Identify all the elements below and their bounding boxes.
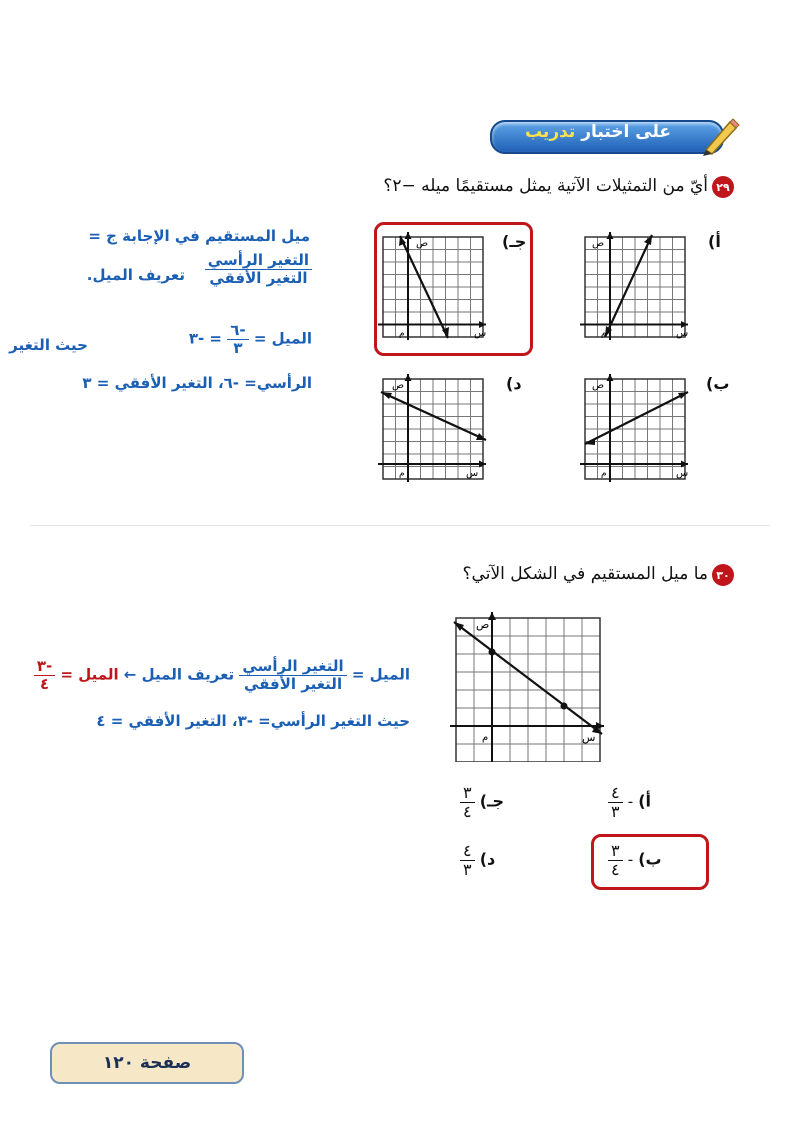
pencil-icon: [700, 114, 740, 158]
solution29-slope: الميل = $\frac{-٦}{٣}$ = -٣: [188, 321, 312, 357]
graph-question-30: [450, 612, 606, 762]
question-29-text: أيّ من التمثيلات الآتية يمثل مستقيمًا ميله −٢؟: [383, 176, 708, 196]
x-axis-label: س: [676, 328, 689, 339]
q30-option-b: ب) - $\frac{٣}{٤}$: [608, 842, 662, 878]
solution29-line4: الرأسي= -٦، التغير الأفقي = ٣: [82, 374, 312, 392]
solution30-line1: الميل = $\frac{\text{التغير الرأسي}}{\text{التغير الأفقي}}$ تعريف الميل ← الميل = $\frac{-٣}{٤}$: [34, 658, 410, 692]
section-divider: [30, 525, 770, 526]
option-a-label: أ): [708, 232, 721, 251]
solution29-fraction: $\frac{\text{التغير الرأسي}}{\text{التغير الأفقي}}$: [205, 252, 312, 286]
option-d-label: د): [506, 374, 522, 393]
graph-option-d: [378, 374, 488, 482]
origin-label: م: [601, 469, 607, 479]
q30-option-d: د) $\frac{٤}{٣}$: [460, 842, 495, 878]
y-axis-label: ص: [416, 238, 429, 249]
x-axis-label: س: [676, 468, 689, 479]
y-axis-label: ص: [592, 238, 605, 249]
x-axis-label: س: [474, 328, 487, 339]
y-axis-label: ص: [592, 380, 605, 391]
banner-title: على اختبار تدريب: [524, 122, 672, 142]
graph-option-a: [580, 232, 690, 340]
page-number-box: صفحة ١٢٠: [50, 1042, 244, 1084]
solution29-definition: تعريف الميل.: [86, 266, 185, 284]
x-axis-label: س: [466, 468, 479, 479]
origin-label: م: [601, 329, 607, 339]
q30-option-a: أ) - $\frac{٤}{٣}$: [608, 784, 651, 820]
test-practice-banner: [490, 114, 740, 158]
graph-option-b: [580, 374, 690, 482]
question-30-text: ما ميل المستقيم في الشكل الآتي؟: [462, 564, 708, 584]
question-29-number: ٢٩: [712, 176, 734, 198]
x-axis-label: س: [582, 731, 596, 744]
solution30-line2: حيث التغير الرأسي= -٣، التغير الأفقي = ٤: [96, 712, 410, 730]
y-axis-label: ص: [476, 618, 490, 631]
q30-option-c: جـ) $\frac{٣}{٤}$: [460, 784, 504, 820]
solution29-where: حيث التغير: [9, 336, 88, 354]
origin-label: م: [482, 732, 489, 743]
option-c-label: جـ): [502, 232, 527, 251]
solution29-line1: ميل المستقيم في الإجابة ج =: [88, 227, 310, 245]
option-b-label: ب): [706, 374, 730, 393]
y-axis-label: ص: [392, 380, 405, 391]
origin-label: م: [399, 469, 405, 479]
origin-label: م: [399, 329, 405, 339]
graph-option-c: [378, 232, 488, 340]
question-30-number: ٣٠: [712, 564, 734, 586]
